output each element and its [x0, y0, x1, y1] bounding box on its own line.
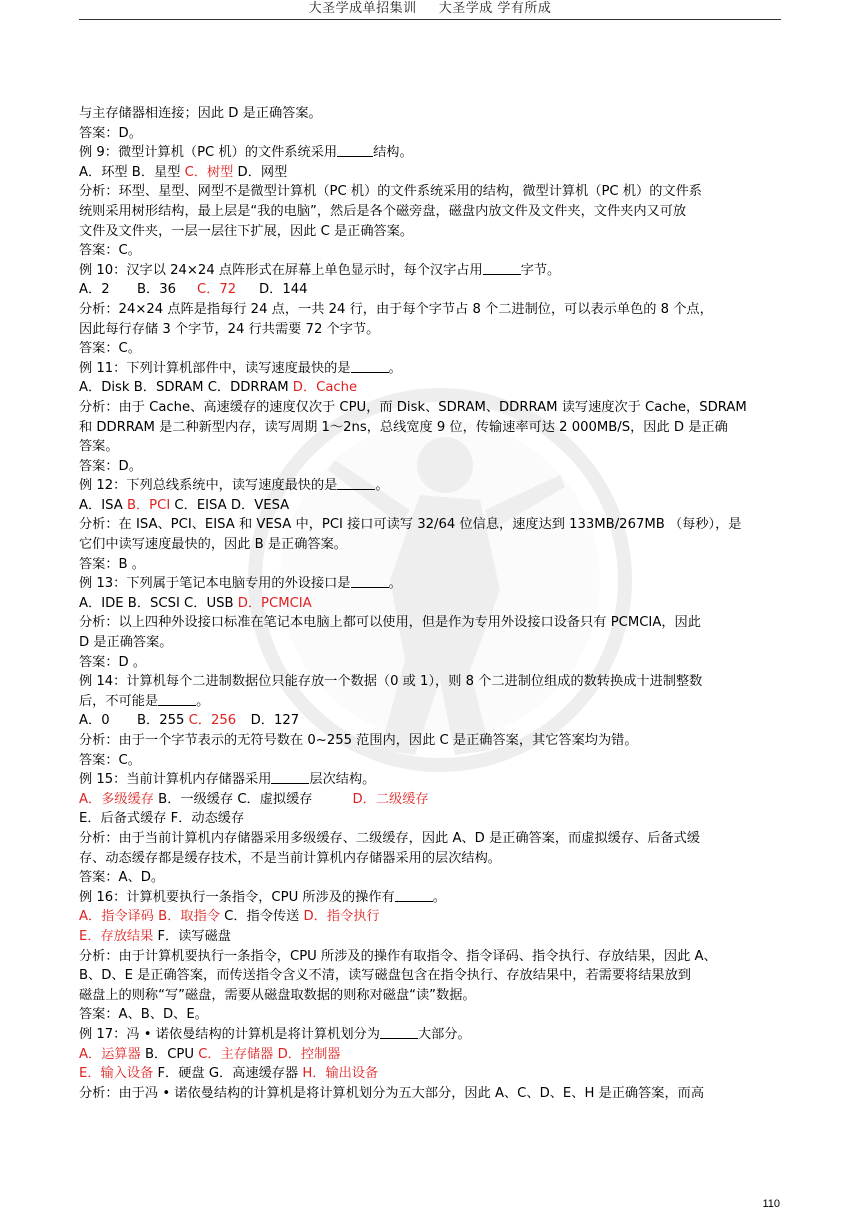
options-17 [79, 1045, 783, 1065]
answer-blank [395, 888, 433, 902]
answer-line: 答案：D 。 [79, 654, 147, 670]
analysis-line: 分析：由于冯 • 诺依曼结构的计算机是将计算机划分为五大部分，因此 A、C、D、E、H 是正确答案，而高 [79, 1085, 705, 1101]
options-15-cont: E．后备式缓存 F．动态缓存 [79, 811, 245, 827]
answer-blank [380, 1025, 418, 1039]
question-11 [79, 359, 783, 379]
question-text: 。 [196, 693, 210, 709]
options-12 [79, 496, 783, 516]
correct-option: H．输出设备 [302, 1066, 379, 1082]
options-16 [79, 907, 783, 927]
question-text: 层次结构。 [309, 772, 376, 788]
option: B．一级缓存 C．虚拟缓存 [153, 791, 313, 807]
correct-option: C．树型 [184, 164, 234, 180]
correct-option: D．二级缓存 [352, 791, 429, 807]
header-left-title: 大圣学成单招集训 [308, 1, 417, 16]
correct-option: E．存放结果 [79, 928, 154, 944]
analysis-line: 统则采用树形结构，最上层是“我的电脑”，然后是各个磁旁盘，磁盘内放文件及文件夹，文件夹内又可放 [79, 203, 687, 219]
analysis-line: 文件及文件夹，一层一层往下扩展，因此 C 是正确答案。 [79, 223, 414, 239]
answer-blank [483, 261, 521, 275]
correct-option: D．指令执行 [303, 909, 380, 925]
options-17-cont [79, 1064, 783, 1084]
option: F．硬盘 G．高速缓存器 [153, 1066, 303, 1082]
option: A．环型 B．星型 [79, 164, 185, 180]
correct-option: C．主存储器 [198, 1046, 274, 1062]
correct-option: D．控制器 [277, 1046, 341, 1062]
options-11 [79, 378, 783, 398]
correct-option: A．指令译码 [79, 909, 154, 925]
question-text: 大部分。 [417, 1026, 471, 1042]
question-text: 例 12：下列总线系统中，读写速度最快的是 [79, 478, 338, 494]
correct-option: B．PCI [126, 497, 171, 513]
question-14-cont [79, 692, 783, 712]
options-10 [79, 280, 783, 300]
question-10 [79, 261, 783, 281]
question-text: 结构。 [373, 145, 413, 161]
answer-blank [351, 359, 389, 373]
analysis-line: 它们中读写速度最快的，因此 B 是正确答案。 [79, 537, 347, 553]
question-9 [79, 143, 783, 163]
correct-option: D．PCMCIA [237, 595, 312, 611]
analysis-line: 存、动态缓存都是缓存技术，不是当前计算机内存储器采用的层次结构。 [79, 850, 501, 866]
option: A．IDE B．SCSI C．USB [79, 595, 238, 611]
question-16 [79, 888, 783, 908]
option: B．36 [137, 282, 177, 298]
analysis-line: 因此每行存储 3 个字节，24 行共需要 72 个字节。 [79, 321, 380, 337]
question-13 [79, 574, 783, 594]
question-text: 例 13：下列属于笔记本电脑专用的外设接口是 [79, 576, 351, 592]
option: D．127 [250, 713, 300, 729]
correct-option: C．256 [188, 713, 237, 729]
option: C．指令传送 [219, 909, 304, 925]
answer-line: 答案：D。 [79, 458, 142, 474]
correct-option: D．Cache [292, 380, 358, 396]
answer-blank [337, 143, 373, 157]
option: A．ISA [79, 497, 127, 513]
answer-blank [351, 574, 389, 588]
answer-blank [158, 692, 196, 706]
analysis-line: 分析：由于一个字节表示的无符号数在 0~255 范围内，因此 C 是正确答案，其它答案均为错。 [79, 733, 638, 748]
option: F．读写磁盘 [153, 928, 231, 944]
options-9 [79, 163, 783, 183]
correct-option: C．72 [197, 282, 237, 298]
question-text: 例 9：微型计算机（PC 机）的文件系统采用 [79, 145, 338, 161]
option: A．Disk B．SDRAM C．DDRRAM [79, 380, 293, 396]
page-header [79, 0, 781, 20]
option: D．网型 [233, 164, 288, 180]
option: B．255 [137, 713, 189, 729]
question-text: 例 10：汉字以 24×24 点阵形式在屏幕上单色显示时，每个汉字占用 [79, 262, 483, 278]
answer-line: 答案：A、B、D、E。 [79, 1007, 208, 1023]
correct-option: A．运算器 [79, 1046, 141, 1062]
page-number: 110 [762, 1198, 780, 1210]
question-text: 后，不可能是 [79, 693, 159, 709]
analysis-line: B、D、E 是正确答案，而传送指令含义不清，读写磁盘包含在指令执行、存放结果中，若需要将结果放到 [79, 968, 691, 984]
answer-line: 答案：C。 [79, 752, 141, 768]
analysis-line: 分析：由于当前计算机内存储器采用多级缓存、二级缓存，因此 A、D 是正确答案，而虚拟缓存、后备式缓 [79, 830, 700, 846]
option: D．144 [259, 282, 308, 298]
question-14: 例 14：计算机每个二进制数据位只能存放一个数据（0 或 1），则 8 个二进制位组成的数转换成十进制整数 [79, 674, 703, 690]
question-text: 例 16：计算机要执行一条指令，CPU 所涉及的操作有 [79, 889, 395, 905]
question-15 [79, 770, 783, 790]
option: C．EISA D．VESA [170, 497, 290, 513]
analysis-line: 分析：由于计算机要执行一条指令，CPU 所涉及的操作有取指令、指令译码、指令执行、存放结果，因此 A、 [79, 948, 717, 964]
options-15 [79, 790, 783, 810]
correct-option: A．多级缓存 [79, 791, 154, 807]
option: B．CPU [140, 1046, 199, 1062]
question-text: 例 15：当前计算机内存储器采用 [79, 772, 272, 788]
options-14 [79, 711, 783, 731]
answer-blank [337, 476, 375, 490]
question-text: 。 [375, 478, 389, 494]
answer-line: 答案：B 。 [79, 556, 145, 572]
question-12 [79, 476, 783, 496]
answer-line: 答案：C。 [79, 243, 141, 259]
option: A．0 [79, 713, 110, 729]
question-text: 字节。 [520, 262, 561, 278]
question-text: 例 11：下列计算机部件中，读写速度最快的是 [79, 360, 351, 376]
analysis-line: 分析：24×24 点阵是指每行 24 点，一共 24 行，由于每个字节占 8 个二进制位，可以表示单色的 8 个点， [79, 301, 713, 317]
correct-option: B．取指令 [153, 909, 220, 925]
answer-line: 答案：A、D。 [79, 870, 165, 886]
answer-line: 答案：C。 [79, 341, 141, 357]
answer-line: 答案：D。 [79, 125, 142, 141]
document-body [79, 104, 783, 1103]
analysis-line: 分析：环型、星型、网型不是微型计算机（PC 机）的文件系统采用的结构，微型计算机（PC 机）的文件系 [79, 184, 702, 200]
question-text: 。 [388, 576, 402, 592]
question-17 [79, 1025, 783, 1045]
analysis-line: 磁盘上的则称“写”磁盘，需要从磁盘取数据的则称对磁盘“读”数据。 [79, 987, 476, 1003]
analysis-line: 分析：在 ISA、PCI、EISA 和 VESA 中，PCI 接口可读写 32/64 位信息，速度达到 133MB/267MB （每秒），是 [79, 517, 742, 533]
question-text: 例 17：冯 • 诺依曼结构的计算机是将计算机划分为 [79, 1026, 380, 1042]
analysis-line: 和 DDRRAM 是二种新型内存，读写周期 1～2ns，总线宽度 9 位，传输速率可达 2 000MB/S，因此 D 是正确 [79, 419, 728, 435]
correct-option: E．输入设备 [79, 1066, 154, 1082]
answer-blank [271, 770, 309, 784]
analysis-line: 答案。 [79, 439, 119, 455]
options-13 [79, 594, 783, 614]
options-16-cont [79, 927, 783, 947]
analysis-line: 分析：由于 Cache、高速缓存的速度仅次于 CPU，而 Disk、SDRAM、DDRRAM 读写速度次于 Cache，SDRAM [79, 399, 747, 415]
text-line: 与主存储器相连接；因此 D 是正确答案。 [79, 106, 322, 121]
option: A．2 [79, 282, 110, 298]
analysis-line: D 是正确答案。 [79, 635, 173, 651]
question-text: 。 [432, 889, 446, 905]
header-right-title: 大圣学成 学有所成 [438, 1, 552, 16]
question-text: 。 [388, 360, 402, 376]
analysis-line: 分析：以上四种外设接口标准在笔记本电脑上都可以使用，但是作为专用外设接口设备只有 PCMCIA，因此 [79, 615, 701, 631]
